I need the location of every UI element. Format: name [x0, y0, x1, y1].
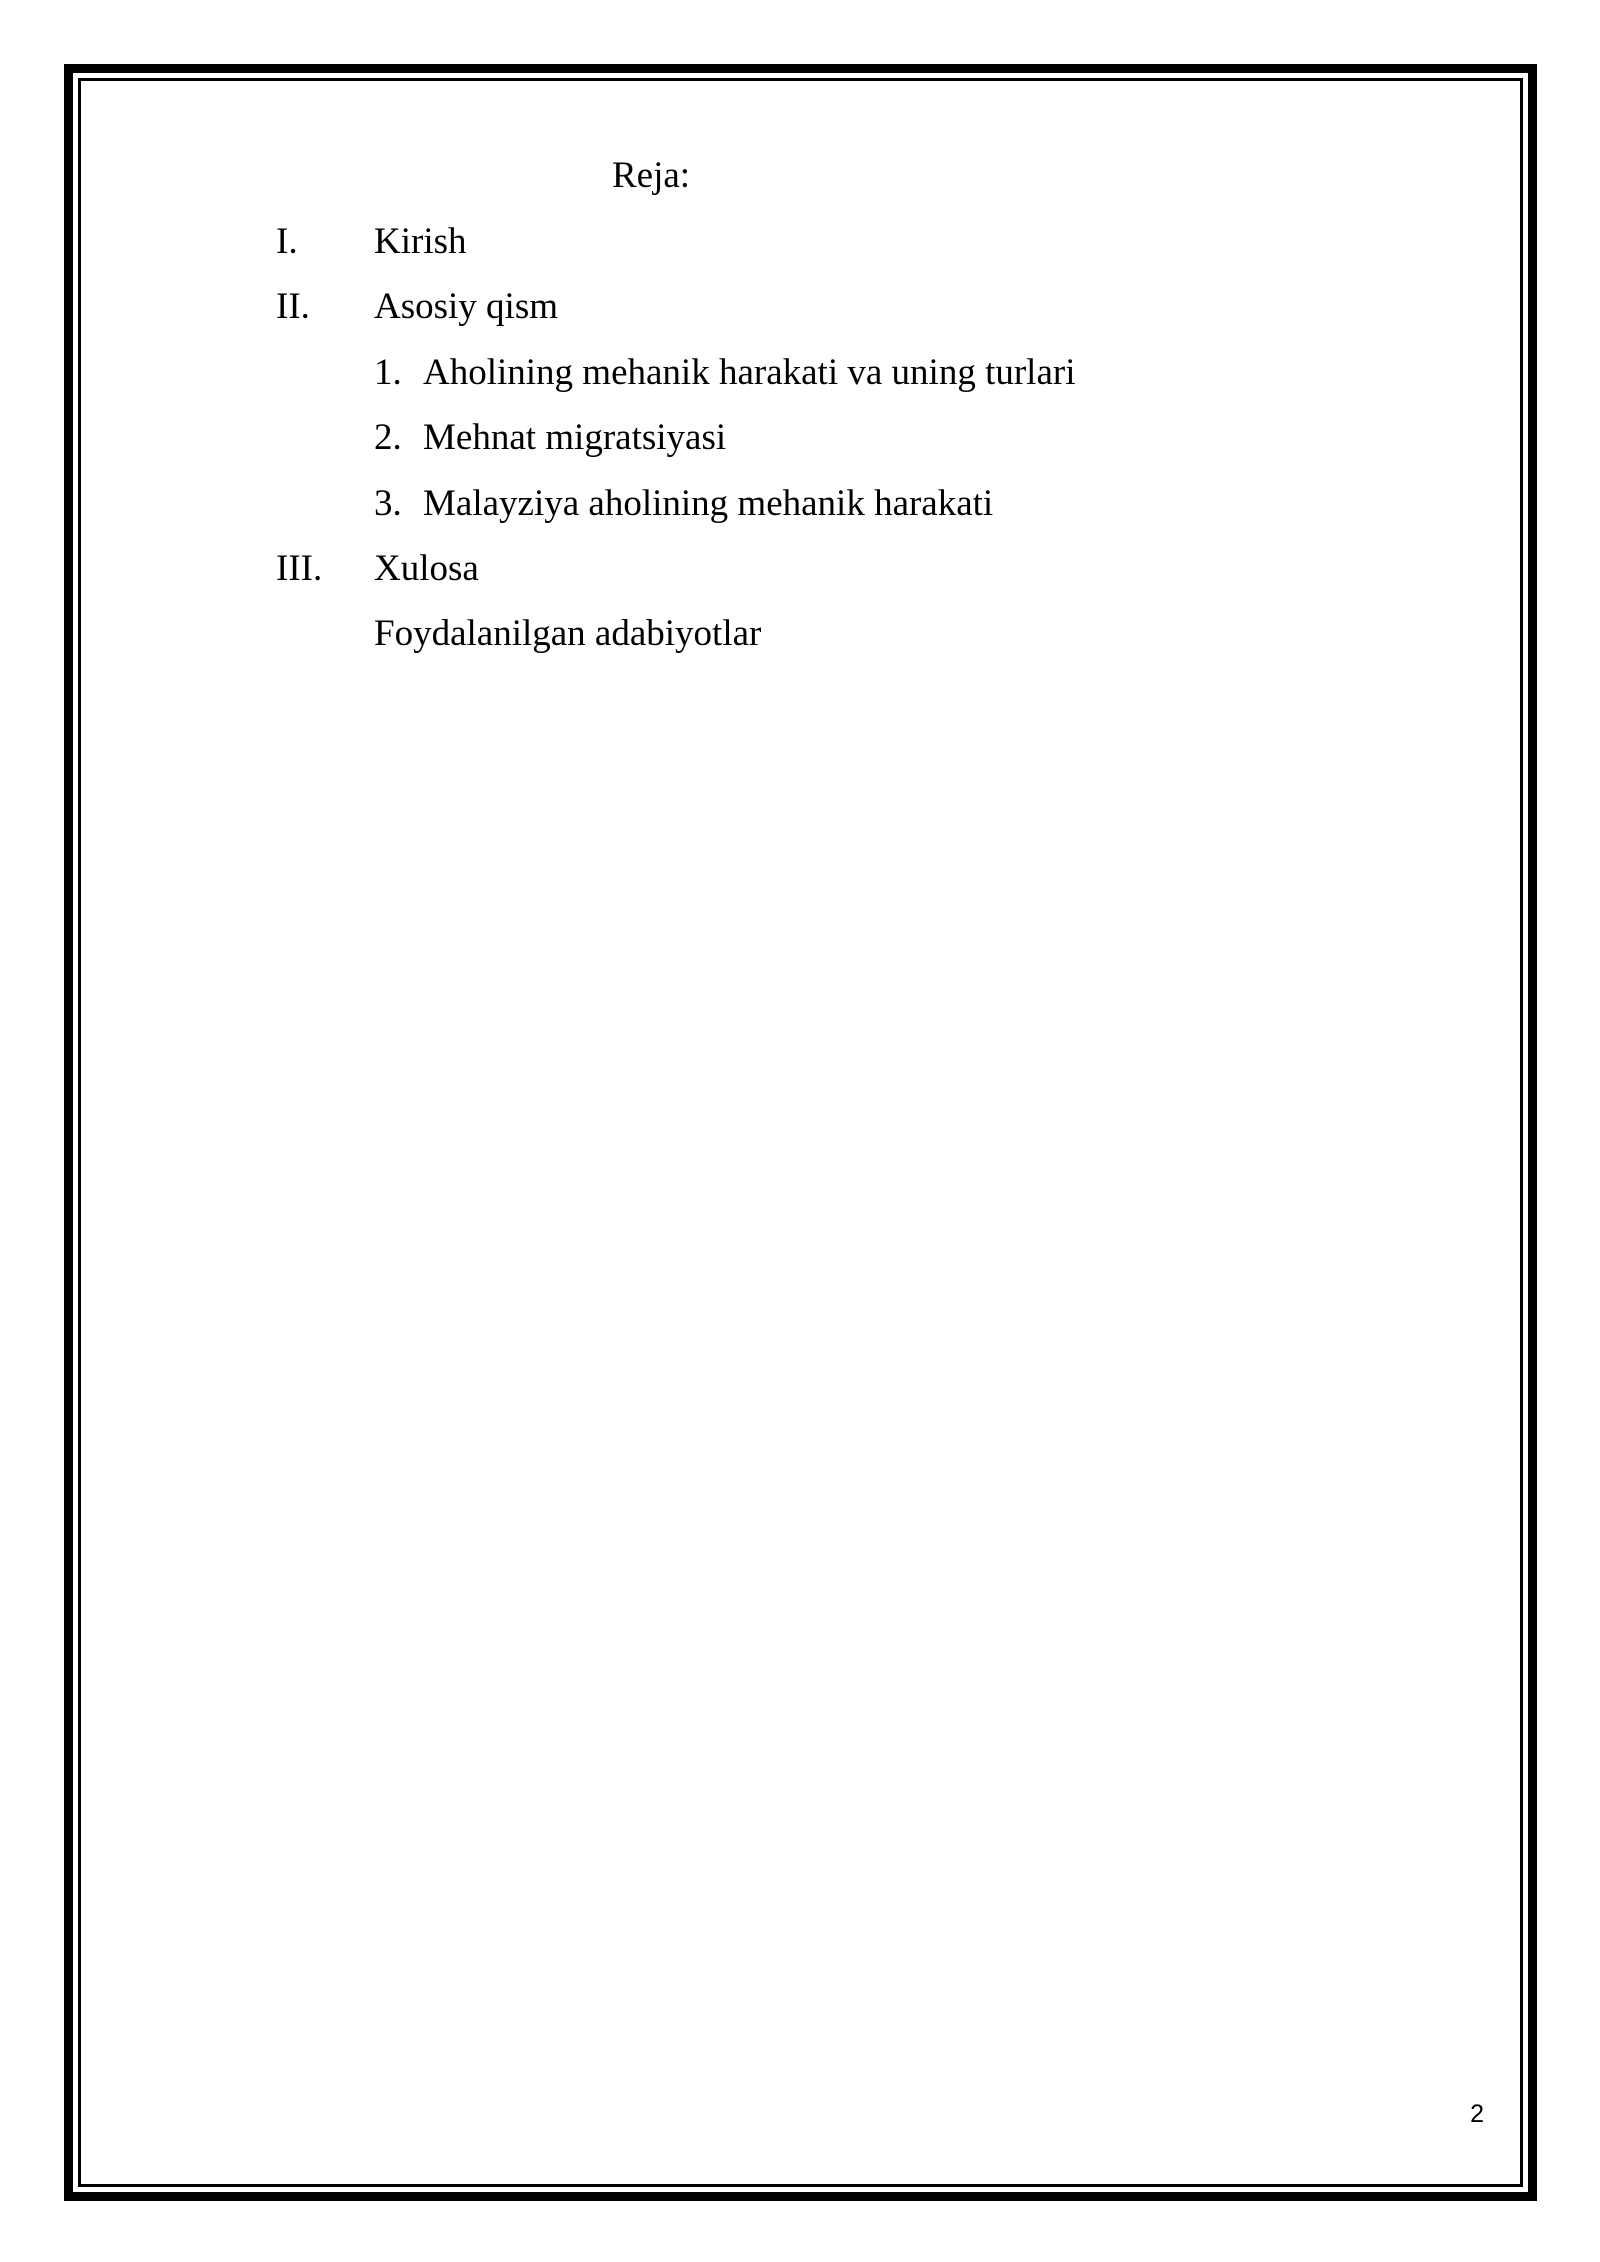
- section-label: Xulosa: [374, 548, 479, 589]
- subitem-number: 3.: [374, 483, 402, 524]
- section-numeral: II.: [276, 286, 310, 327]
- page-number: 2: [1470, 2100, 1484, 2128]
- section-numeral: I.: [276, 221, 298, 262]
- subitem-number: 2.: [374, 417, 402, 458]
- plan-title: Reja:: [612, 155, 691, 196]
- subitem-label: Aholining mehanik harakati va uning turlari: [423, 352, 1076, 393]
- references-label: Foydalanilgan adabiyotlar: [374, 613, 762, 654]
- section-label: Kirish: [374, 221, 467, 262]
- subitem-label: Mehnat migratsiyasi: [423, 417, 727, 458]
- section-numeral: III.: [276, 548, 323, 589]
- subitem-number: 1.: [374, 352, 402, 393]
- section-label: Asosiy qism: [374, 286, 559, 327]
- subitem-label: Malayziya aholining mehanik harakati: [423, 483, 994, 524]
